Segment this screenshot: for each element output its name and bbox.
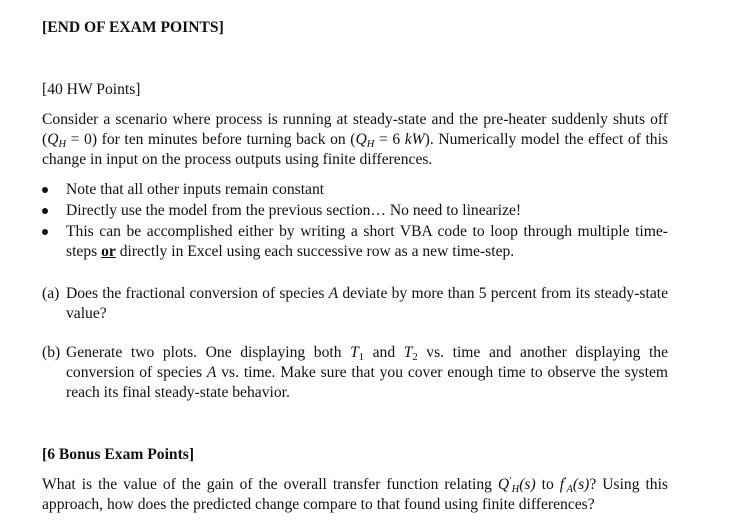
bonus-paragraph: What is the value of the gain of the overall transfer function relating $Q'_H(s)$ to $f'_A(s)$? Using this approach, how does the predicted change compare to that found using finite differences?: [42, 475, 668, 513]
question-b-label: (b): [42, 344, 61, 361]
intro-text-3: ). Numerically model the effect of this change in input on the process outputs using finite differences.: [42, 131, 668, 168]
bonus-heading: [6 Bonus Exam Points]: [42, 446, 195, 463]
bullet-dot-icon: [42, 187, 48, 193]
or-emphasis: or: [101, 243, 116, 260]
question-a: [42, 284, 668, 324]
bullet-item: This can be accomplished either by writing a short VBA code to loop through multiple time-steps or directly in Excel using each successive row as a new time-step.: [42, 222, 668, 262]
intro-paragraph: [42, 110, 668, 170]
q-on-math: ($Q_H = 6$ kW: [350, 131, 425, 150]
bullet-dot-icon: [42, 208, 48, 214]
intro-text-2: for ten minutes before turning back on: [97, 131, 351, 148]
notes-bullet-list: [42, 180, 668, 263]
question-a-text: Does the fractional conversion of species A deviate by more than 5 percent from its steady-state value?: [66, 285, 669, 322]
bullet-dot-icon: [42, 229, 48, 235]
question-b: [42, 343, 668, 403]
exam-points-heading: [END OF EXAM POINTS]: [42, 19, 224, 36]
bullet-item: Directly use the model from the previous section… No need to linearize!: [42, 201, 668, 221]
intro-text-1: Consider a scenario where process is running at steady-state and the pre-heater suddenly shuts off: [42, 111, 668, 128]
question-a-label: (a): [42, 285, 60, 302]
question-b-text: Generate two plots. One displaying both $T_1$ and $T_2$ vs. time and another displaying the conversion of species A vs. time. Make sure that you cover enough time to observe the system reach its final steady-state behavior.: [66, 344, 669, 401]
hw-points-label: [40 HW Points]: [42, 81, 141, 98]
q-off-math: $(Q_H = 0)$: [42, 131, 98, 150]
bullet-item: Note that all other inputs remain constant: [42, 180, 668, 200]
